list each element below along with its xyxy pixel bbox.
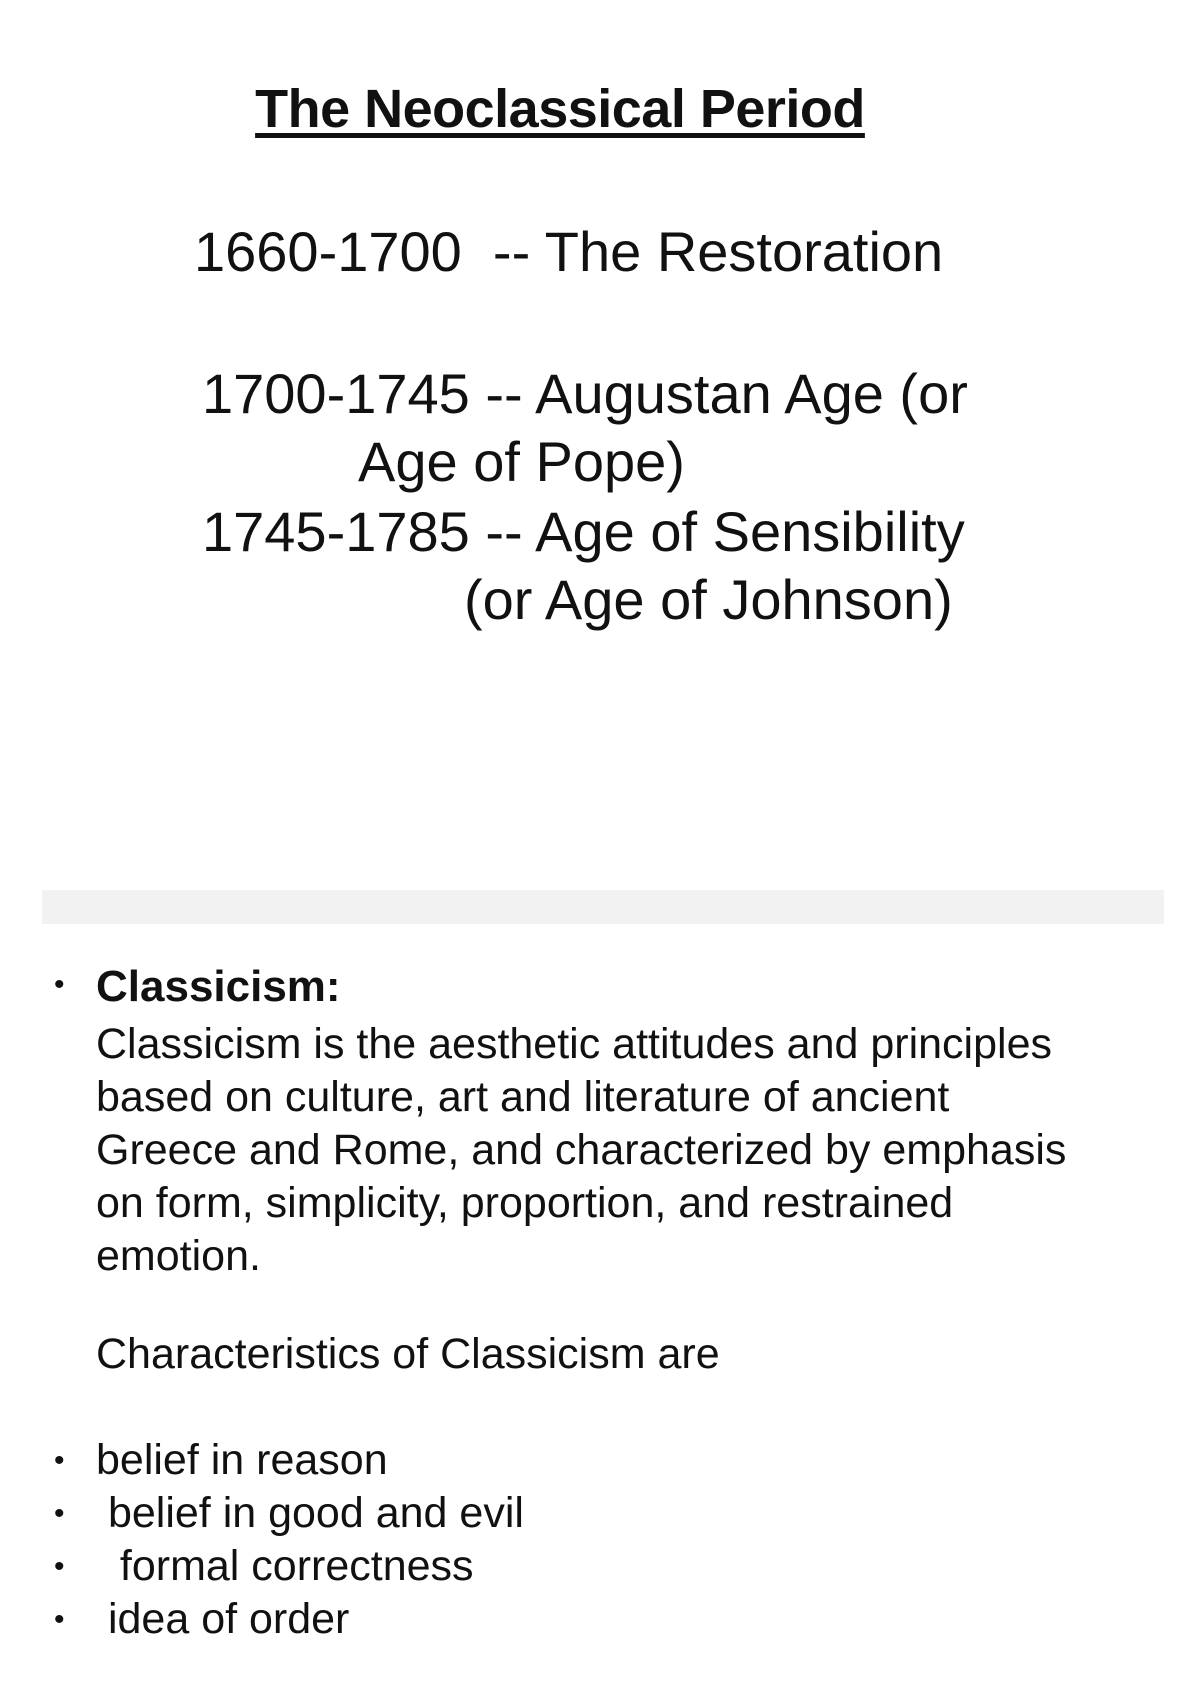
period-sensibility: 1745-1785 -- Age of Sensibility — [202, 500, 965, 563]
classicism-definition: Classicism is the aesthetic attitudes and principles based on culture, art and literature of ancient Greece and Rome, and characterized by emphasis on form, simplicity, proportion, and restrained emotion. — [96, 1020, 1067, 1280]
characteristic-text: idea of order — [96, 1595, 350, 1643]
slide-title: The Neoclassical Period — [255, 79, 865, 139]
bullet-icon: • — [54, 1497, 65, 1530]
characteristics-intro: Characteristics of Classicism are — [96, 1330, 720, 1378]
period-augustan-continued: Age of Pope) — [358, 430, 685, 493]
bullet-icon: • — [54, 968, 65, 1001]
period-augustan: 1700-1745 -- Augustan Age (or — [202, 362, 968, 425]
characteristic-text: formal correctness — [96, 1542, 474, 1590]
slide-classicism — [0, 924, 1200, 1698]
period-sensibility-continued: (or Age of Johnson) — [464, 568, 953, 631]
characteristic-text: belief in good and evil — [96, 1489, 524, 1537]
bullet-icon: • — [54, 1603, 65, 1636]
bullet-icon: • — [54, 1444, 65, 1477]
classicism-heading: Classicism: — [96, 962, 341, 1011]
characteristic-text: belief in reason — [96, 1436, 388, 1484]
bullet-icon: • — [54, 1550, 65, 1583]
period-restoration: 1660-1700 -- The Restoration — [194, 220, 944, 283]
slide-separator — [42, 890, 1164, 924]
